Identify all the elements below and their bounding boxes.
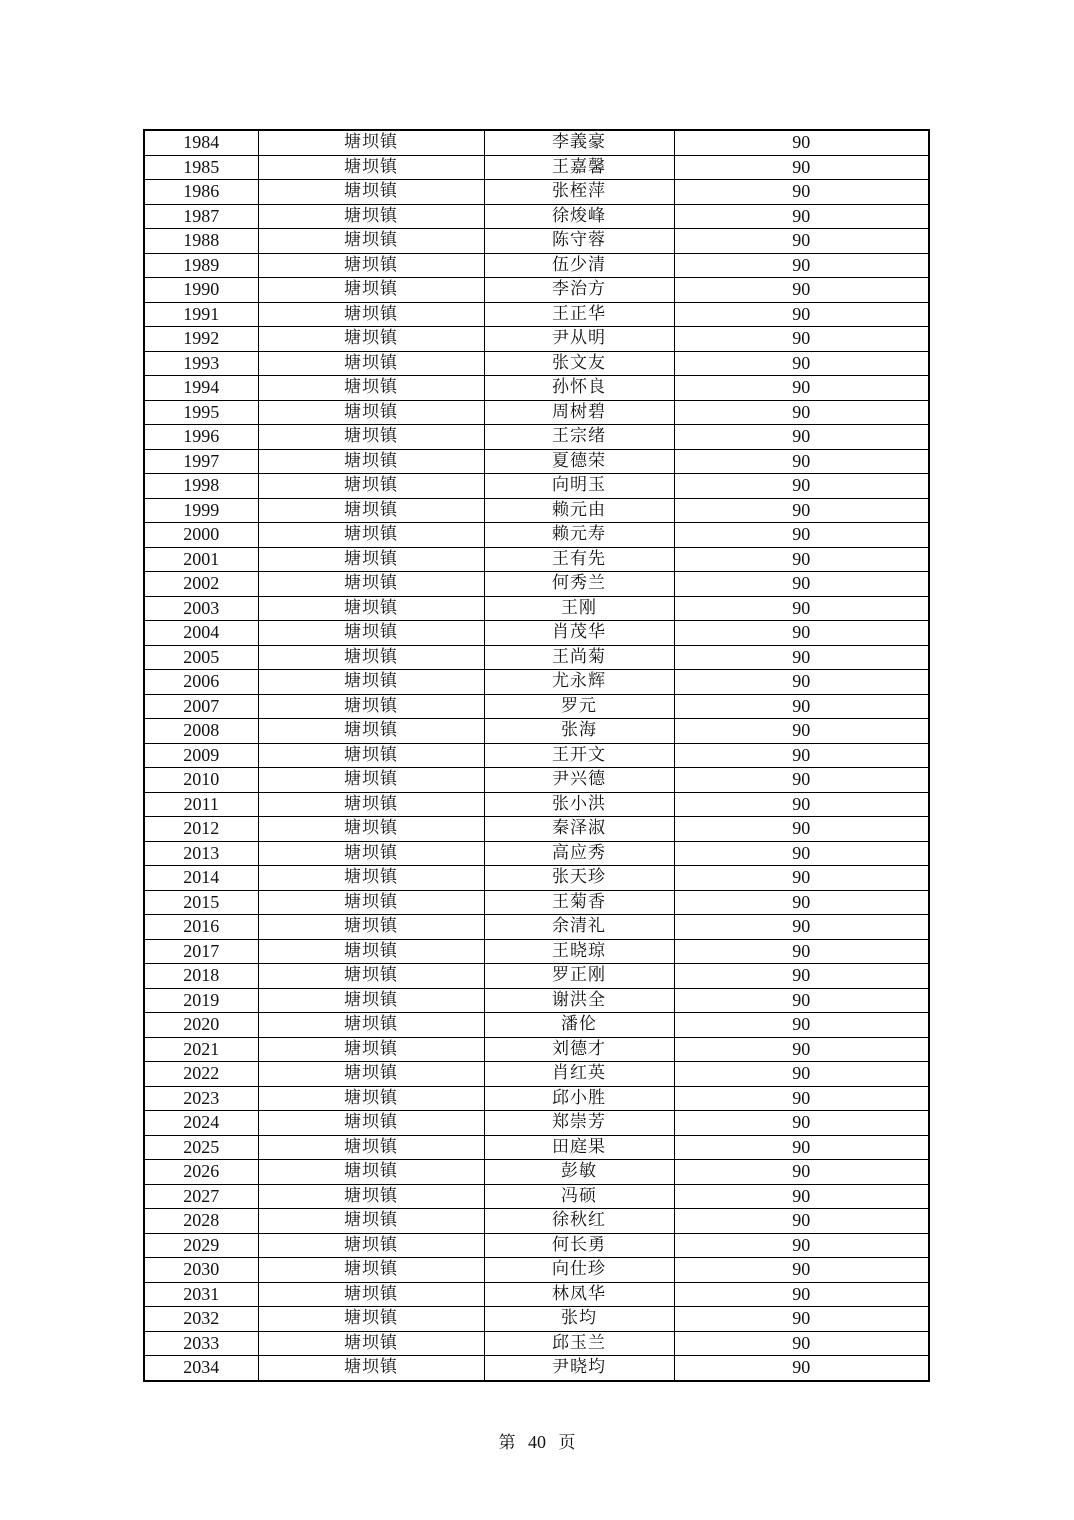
cell-name: 王晓琼	[484, 939, 674, 964]
page-footer	[0, 1428, 1074, 1453]
cell-number: 2020	[144, 1013, 258, 1038]
cell-number: 2018	[144, 964, 258, 989]
cell-town: 塘坝镇	[258, 130, 484, 155]
cell-age: 90	[674, 1233, 929, 1258]
cell-town: 塘坝镇	[258, 327, 484, 352]
cell-town: 塘坝镇	[258, 915, 484, 940]
cell-age: 90	[674, 547, 929, 572]
cell-age: 90	[674, 376, 929, 401]
cell-age: 90	[674, 1013, 929, 1038]
cell-name: 田庭果	[484, 1135, 674, 1160]
cell-age: 90	[674, 449, 929, 474]
table-row	[144, 498, 929, 523]
cell-name: 罗元	[484, 694, 674, 719]
cell-town: 塘坝镇	[258, 964, 484, 989]
cell-number: 1986	[144, 180, 258, 205]
table-row	[144, 572, 929, 597]
cell-name: 陈守蓉	[484, 229, 674, 254]
cell-number: 2032	[144, 1307, 258, 1332]
cell-age: 90	[674, 1258, 929, 1283]
table-row	[144, 376, 929, 401]
table-row	[144, 743, 929, 768]
cell-town: 塘坝镇	[258, 1209, 484, 1234]
table-row	[144, 155, 929, 180]
page-number: 40	[528, 1432, 546, 1452]
cell-name: 周树碧	[484, 400, 674, 425]
cell-name: 冯硕	[484, 1184, 674, 1209]
cell-number: 2006	[144, 670, 258, 695]
cell-town: 塘坝镇	[258, 1356, 484, 1381]
cell-town: 塘坝镇	[258, 572, 484, 597]
cell-name: 张天珍	[484, 866, 674, 891]
table-row	[144, 645, 929, 670]
cell-name: 秦泽淑	[484, 817, 674, 842]
cell-town: 塘坝镇	[258, 376, 484, 401]
cell-age: 90	[674, 278, 929, 303]
cell-number: 2015	[144, 890, 258, 915]
cell-number: 1998	[144, 474, 258, 499]
cell-number: 2024	[144, 1111, 258, 1136]
cell-age: 90	[674, 817, 929, 842]
table-row	[144, 400, 929, 425]
cell-age: 90	[674, 915, 929, 940]
cell-name: 王尚菊	[484, 645, 674, 670]
cell-town: 塘坝镇	[258, 1111, 484, 1136]
cell-number: 2014	[144, 866, 258, 891]
cell-town: 塘坝镇	[258, 670, 484, 695]
table-row	[144, 449, 929, 474]
cell-number: 2001	[144, 547, 258, 572]
cell-age: 90	[674, 498, 929, 523]
table-row	[144, 890, 929, 915]
cell-town: 塘坝镇	[258, 817, 484, 842]
table-row	[144, 1331, 929, 1356]
cell-town: 塘坝镇	[258, 400, 484, 425]
cell-name: 王有先	[484, 547, 674, 572]
cell-age: 90	[674, 1160, 929, 1185]
table-row	[144, 1282, 929, 1307]
cell-name: 刘德才	[484, 1037, 674, 1062]
table-row	[144, 1135, 929, 1160]
cell-age: 90	[674, 890, 929, 915]
cell-name: 张均	[484, 1307, 674, 1332]
cell-name: 彭敏	[484, 1160, 674, 1185]
cell-number: 2021	[144, 1037, 258, 1062]
cell-age: 90	[674, 621, 929, 646]
cell-age: 90	[674, 1184, 929, 1209]
cell-town: 塘坝镇	[258, 719, 484, 744]
cell-age: 90	[674, 1209, 929, 1234]
cell-age: 90	[674, 743, 929, 768]
cell-age: 90	[674, 400, 929, 425]
cell-number: 2034	[144, 1356, 258, 1381]
table-row	[144, 939, 929, 964]
table-row	[144, 596, 929, 621]
cell-age: 90	[674, 1282, 929, 1307]
cell-number: 1989	[144, 253, 258, 278]
table-row	[144, 547, 929, 572]
cell-name: 李義豪	[484, 130, 674, 155]
cell-name: 肖红英	[484, 1062, 674, 1087]
cell-town: 塘坝镇	[258, 1086, 484, 1111]
cell-age: 90	[674, 1356, 929, 1381]
cell-name: 邱小胜	[484, 1086, 674, 1111]
table-row	[144, 964, 929, 989]
table-body	[144, 130, 929, 1381]
cell-town: 塘坝镇	[258, 547, 484, 572]
cell-town: 塘坝镇	[258, 1062, 484, 1087]
cell-town: 塘坝镇	[258, 645, 484, 670]
cell-age: 90	[674, 1086, 929, 1111]
cell-number: 1997	[144, 449, 258, 474]
cell-name: 王宗绪	[484, 425, 674, 450]
cell-town: 塘坝镇	[258, 1258, 484, 1283]
table-row	[144, 1111, 929, 1136]
table-row	[144, 425, 929, 450]
cell-age: 90	[674, 1111, 929, 1136]
cell-town: 塘坝镇	[258, 694, 484, 719]
cell-number: 2012	[144, 817, 258, 842]
cell-town: 塘坝镇	[258, 792, 484, 817]
cell-number: 2008	[144, 719, 258, 744]
cell-name: 王菊香	[484, 890, 674, 915]
cell-town: 塘坝镇	[258, 425, 484, 450]
page-footer-prefix: 第	[498, 1433, 516, 1453]
cell-number: 2011	[144, 792, 258, 817]
cell-number: 1991	[144, 302, 258, 327]
cell-town: 塘坝镇	[258, 498, 484, 523]
cell-age: 90	[674, 1331, 929, 1356]
cell-number: 1985	[144, 155, 258, 180]
cell-age: 90	[674, 694, 929, 719]
cell-town: 塘坝镇	[258, 768, 484, 793]
table-row	[144, 866, 929, 891]
cell-name: 林凤华	[484, 1282, 674, 1307]
cell-age: 90	[674, 1062, 929, 1087]
cell-name: 王刚	[484, 596, 674, 621]
cell-name: 潘伦	[484, 1013, 674, 1038]
record-table	[143, 129, 930, 1382]
cell-number: 2022	[144, 1062, 258, 1087]
cell-town: 塘坝镇	[258, 1282, 484, 1307]
cell-number: 2029	[144, 1233, 258, 1258]
cell-town: 塘坝镇	[258, 204, 484, 229]
table-row	[144, 719, 929, 744]
cell-town: 塘坝镇	[258, 1013, 484, 1038]
table-row	[144, 694, 929, 719]
table-row	[144, 180, 929, 205]
cell-town: 塘坝镇	[258, 866, 484, 891]
table-row	[144, 915, 929, 940]
cell-town: 塘坝镇	[258, 523, 484, 548]
cell-name: 徐焌峰	[484, 204, 674, 229]
cell-age: 90	[674, 523, 929, 548]
cell-age: 90	[674, 1307, 929, 1332]
table-row	[144, 278, 929, 303]
table-row	[144, 841, 929, 866]
cell-number: 2013	[144, 841, 258, 866]
cell-age: 90	[674, 866, 929, 891]
cell-age: 90	[674, 302, 929, 327]
cell-age: 90	[674, 670, 929, 695]
cell-number: 2017	[144, 939, 258, 964]
cell-number: 2009	[144, 743, 258, 768]
cell-number: 2019	[144, 988, 258, 1013]
cell-age: 90	[674, 253, 929, 278]
cell-number: 2016	[144, 915, 258, 940]
cell-town: 塘坝镇	[258, 1037, 484, 1062]
cell-name: 罗正刚	[484, 964, 674, 989]
cell-age: 90	[674, 964, 929, 989]
cell-name: 尤永辉	[484, 670, 674, 695]
table-row	[144, 670, 929, 695]
cell-age: 90	[674, 155, 929, 180]
table-row	[144, 204, 929, 229]
cell-name: 伍少清	[484, 253, 674, 278]
table-row	[144, 1184, 929, 1209]
cell-number: 1994	[144, 376, 258, 401]
cell-number: 1993	[144, 351, 258, 376]
cell-name: 向明玉	[484, 474, 674, 499]
cell-age: 90	[674, 572, 929, 597]
cell-name: 张海	[484, 719, 674, 744]
cell-number: 2004	[144, 621, 258, 646]
cell-number: 1988	[144, 229, 258, 254]
cell-number: 2026	[144, 1160, 258, 1185]
cell-name: 徐秋红	[484, 1209, 674, 1234]
cell-name: 夏德荣	[484, 449, 674, 474]
cell-number: 2003	[144, 596, 258, 621]
cell-name: 李治方	[484, 278, 674, 303]
cell-name: 高应秀	[484, 841, 674, 866]
table-row	[144, 474, 929, 499]
table-row	[144, 523, 929, 548]
cell-number: 1992	[144, 327, 258, 352]
cell-name: 赖元寿	[484, 523, 674, 548]
cell-name: 尹兴德	[484, 768, 674, 793]
table-row	[144, 229, 929, 254]
cell-age: 90	[674, 939, 929, 964]
cell-town: 塘坝镇	[258, 621, 484, 646]
cell-town: 塘坝镇	[258, 155, 484, 180]
cell-age: 90	[674, 645, 929, 670]
table-row	[144, 327, 929, 352]
table-row	[144, 1062, 929, 1087]
table-row	[144, 1160, 929, 1185]
cell-age: 90	[674, 596, 929, 621]
cell-number: 1999	[144, 498, 258, 523]
cell-number: 2002	[144, 572, 258, 597]
cell-town: 塘坝镇	[258, 1160, 484, 1185]
cell-age: 90	[674, 229, 929, 254]
table-row	[144, 621, 929, 646]
cell-name: 赖元由	[484, 498, 674, 523]
table-row	[144, 792, 929, 817]
cell-number: 2010	[144, 768, 258, 793]
cell-age: 90	[674, 841, 929, 866]
table-row	[144, 1086, 929, 1111]
cell-age: 90	[674, 719, 929, 744]
cell-name: 邱玉兰	[484, 1331, 674, 1356]
cell-name: 孙怀良	[484, 376, 674, 401]
cell-name: 郑崇芳	[484, 1111, 674, 1136]
cell-town: 塘坝镇	[258, 1233, 484, 1258]
cell-age: 90	[674, 180, 929, 205]
cell-name: 向仕珍	[484, 1258, 674, 1283]
cell-age: 90	[674, 1037, 929, 1062]
cell-town: 塘坝镇	[258, 302, 484, 327]
table-row	[144, 1356, 929, 1381]
table-row	[144, 1037, 929, 1062]
page-footer-suffix: 页	[558, 1433, 576, 1453]
cell-number: 2027	[144, 1184, 258, 1209]
cell-number: 2030	[144, 1258, 258, 1283]
table-row	[144, 1233, 929, 1258]
cell-town: 塘坝镇	[258, 1331, 484, 1356]
table-row	[144, 253, 929, 278]
cell-town: 塘坝镇	[258, 988, 484, 1013]
cell-town: 塘坝镇	[258, 180, 484, 205]
cell-name: 尹从明	[484, 327, 674, 352]
cell-town: 塘坝镇	[258, 449, 484, 474]
cell-number: 2025	[144, 1135, 258, 1160]
table-row	[144, 817, 929, 842]
cell-town: 塘坝镇	[258, 596, 484, 621]
cell-name: 王嘉馨	[484, 155, 674, 180]
table-row	[144, 1258, 929, 1283]
cell-town: 塘坝镇	[258, 841, 484, 866]
cell-number: 2028	[144, 1209, 258, 1234]
cell-town: 塘坝镇	[258, 474, 484, 499]
cell-name: 王正华	[484, 302, 674, 327]
table-row	[144, 1209, 929, 1234]
cell-number: 2000	[144, 523, 258, 548]
cell-name: 王开文	[484, 743, 674, 768]
cell-age: 90	[674, 988, 929, 1013]
cell-age: 90	[674, 1135, 929, 1160]
cell-name: 何秀兰	[484, 572, 674, 597]
table-row	[144, 302, 929, 327]
cell-name: 张文友	[484, 351, 674, 376]
cell-town: 塘坝镇	[258, 1307, 484, 1332]
cell-name: 张桎萍	[484, 180, 674, 205]
cell-age: 90	[674, 327, 929, 352]
cell-age: 90	[674, 425, 929, 450]
cell-town: 塘坝镇	[258, 1184, 484, 1209]
cell-town: 塘坝镇	[258, 278, 484, 303]
cell-name: 余清礼	[484, 915, 674, 940]
cell-town: 塘坝镇	[258, 229, 484, 254]
cell-age: 90	[674, 351, 929, 376]
cell-town: 塘坝镇	[258, 939, 484, 964]
cell-name: 尹晓均	[484, 1356, 674, 1381]
table-row	[144, 1307, 929, 1332]
cell-town: 塘坝镇	[258, 890, 484, 915]
table-row	[144, 1013, 929, 1038]
cell-number: 2033	[144, 1331, 258, 1356]
cell-name: 何长勇	[484, 1233, 674, 1258]
table-row	[144, 768, 929, 793]
cell-number: 1995	[144, 400, 258, 425]
cell-age: 90	[674, 792, 929, 817]
cell-number: 2031	[144, 1282, 258, 1307]
cell-town: 塘坝镇	[258, 351, 484, 376]
table-row	[144, 130, 929, 155]
table-row	[144, 351, 929, 376]
cell-name: 谢洪全	[484, 988, 674, 1013]
table-row	[144, 988, 929, 1013]
cell-number: 1987	[144, 204, 258, 229]
cell-town: 塘坝镇	[258, 743, 484, 768]
cell-number: 2023	[144, 1086, 258, 1111]
cell-number: 1990	[144, 278, 258, 303]
cell-number: 1996	[144, 425, 258, 450]
cell-age: 90	[674, 130, 929, 155]
cell-age: 90	[674, 768, 929, 793]
cell-town: 塘坝镇	[258, 1135, 484, 1160]
cell-name: 肖茂华	[484, 621, 674, 646]
cell-number: 1984	[144, 130, 258, 155]
cell-age: 90	[674, 474, 929, 499]
cell-town: 塘坝镇	[258, 253, 484, 278]
cell-number: 2007	[144, 694, 258, 719]
cell-number: 2005	[144, 645, 258, 670]
cell-age: 90	[674, 204, 929, 229]
cell-name: 张小洪	[484, 792, 674, 817]
